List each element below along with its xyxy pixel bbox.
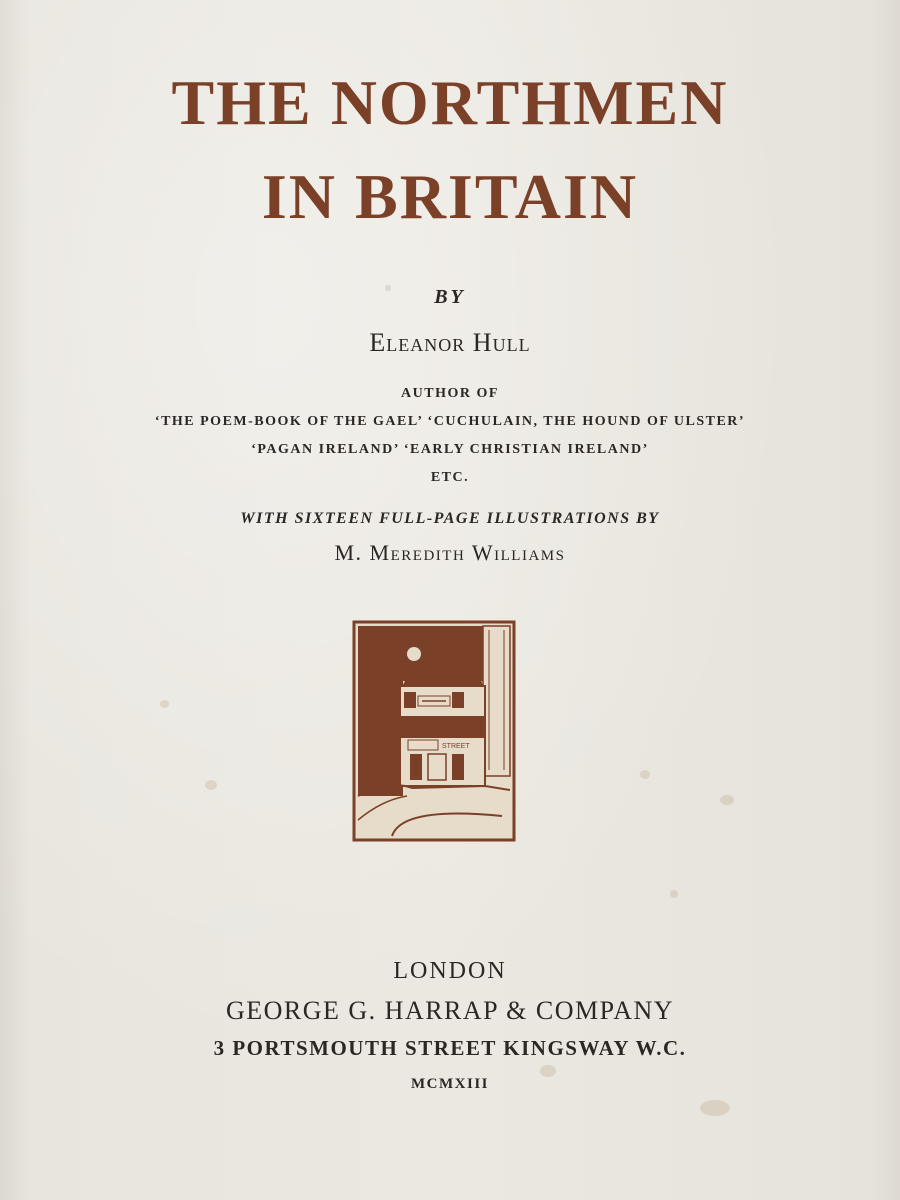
foxing-spot bbox=[640, 770, 650, 779]
book-title-line-2: IN BRITAIN bbox=[261, 161, 639, 232]
publisher-address: 3 PORTSMOUTH STREET KINGSWAY W.C. bbox=[213, 1036, 687, 1060]
foxing-spot bbox=[700, 1100, 730, 1116]
by-label: BY bbox=[434, 286, 466, 308]
foxing-spot bbox=[720, 795, 734, 805]
street-vignette-illustration bbox=[352, 620, 516, 842]
author-works-line-2: ‘PAGAN IRELAND’ ‘EARLY CHRISTIAN IRELAND’ bbox=[251, 442, 649, 457]
author-of-heading: AUTHOR OF bbox=[401, 386, 499, 401]
author-works-etc: ETC. bbox=[430, 470, 470, 485]
illustrator-name: M. Meredith Williams bbox=[334, 540, 566, 565]
illustrations-note: WITH SIXTEEN FULL-PAGE ILLUSTRATIONS BY bbox=[240, 510, 660, 527]
author-name: Eleanor Hull bbox=[369, 328, 531, 357]
shop-sign-text: STREET bbox=[442, 743, 470, 750]
author-works-line-1: ‘THE POEM-BOOK OF THE GAEL’ ‘CUCHULAIN, THE HOUND OF ULSTER’ bbox=[154, 414, 746, 429]
publication-year: MCMXIII bbox=[411, 1076, 489, 1092]
publisher-name: GEORGE G. HARRAP & COMPANY bbox=[225, 996, 675, 1025]
foxing-spot bbox=[670, 890, 678, 898]
publisher-city: LONDON bbox=[393, 958, 507, 984]
foxing-spot bbox=[160, 700, 169, 708]
book-title-line-1: THE NORTHMEN bbox=[171, 67, 729, 138]
foxing-spot bbox=[205, 780, 217, 790]
